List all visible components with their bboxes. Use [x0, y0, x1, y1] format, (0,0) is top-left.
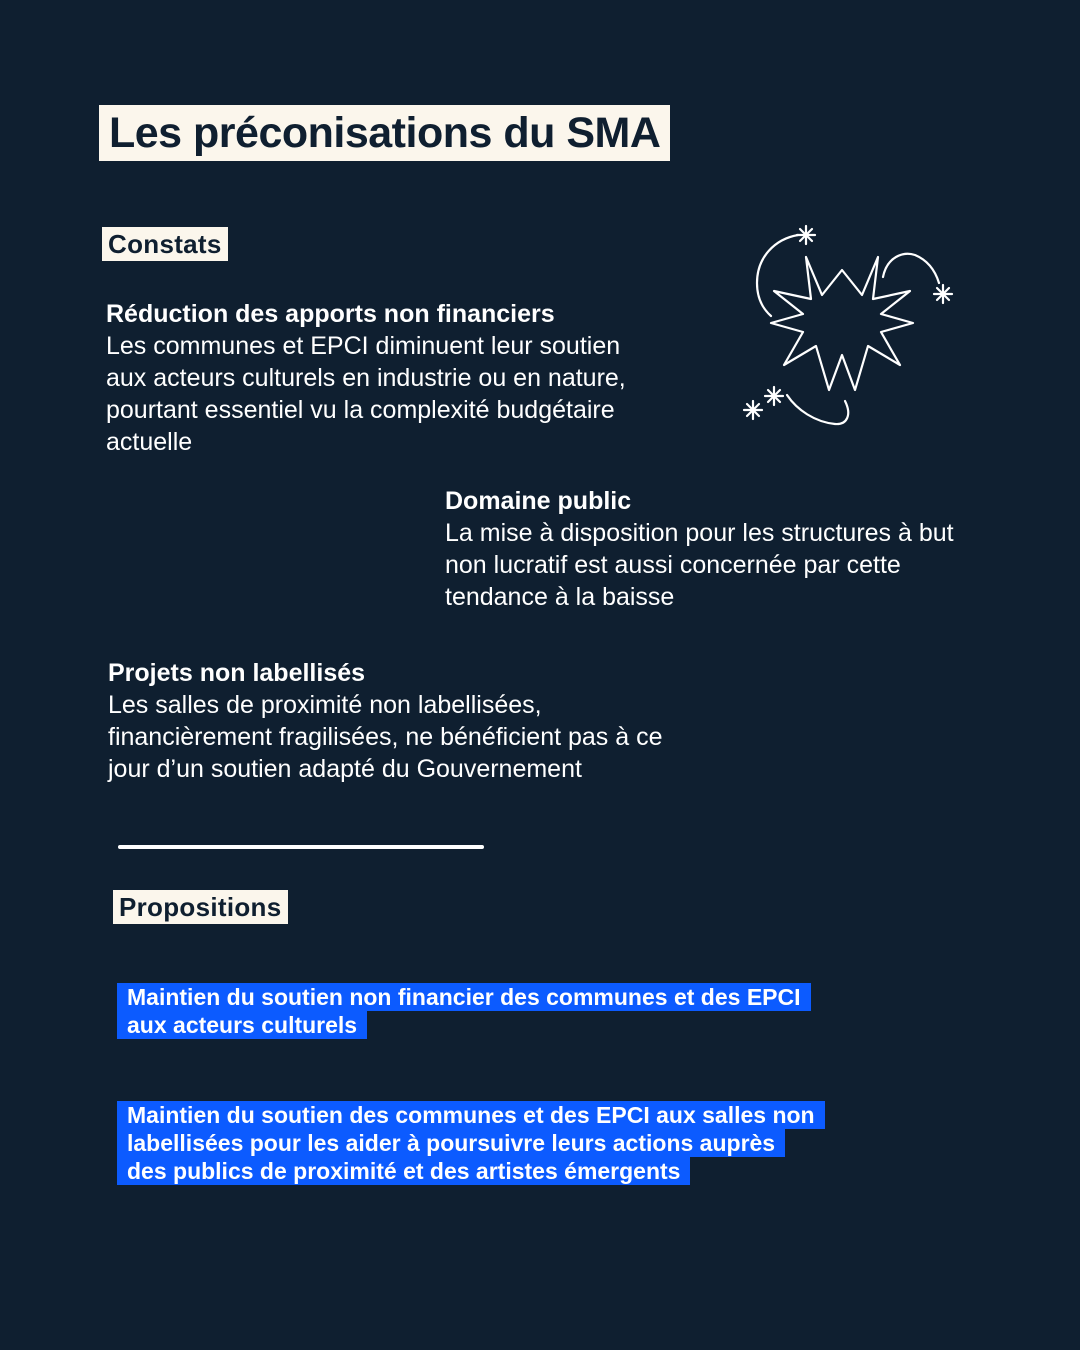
constat-line: tendance à la baisse	[445, 583, 675, 611]
constat-item	[106, 298, 706, 458]
proposition-line: labellisées pour les aider à poursuivre leurs actions auprès	[117, 1129, 785, 1157]
constat-line: pourtant essentiel vu la complexité budgétaire	[106, 396, 615, 424]
proposition-line: aux acteurs culturels	[117, 1011, 367, 1039]
constat-heading: Domaine public	[445, 487, 632, 515]
constat-line: jour d’un soutien adapté du Gouvernement	[108, 755, 582, 783]
page-title: Les préconisations du SMA	[99, 105, 670, 161]
constat-line: La mise à disposition pour les structures à but	[445, 519, 954, 547]
sparkle-icon	[744, 401, 762, 419]
proposition-item	[117, 983, 811, 1039]
orbit-arc-icon	[883, 254, 939, 283]
constat-item	[108, 657, 748, 785]
constat-line: Les communes et EPCI diminuent leur soutien	[106, 332, 621, 360]
constat-line: actuelle	[106, 428, 193, 456]
proposition-line: Maintien du soutien des communes et des EPCI aux salles non	[117, 1101, 825, 1129]
constat-line: Les salles de proximité non labellisées,	[108, 691, 542, 719]
constat-line: financièrement fragilisées, ne bénéficient pas à ce	[108, 723, 663, 751]
sparkle-icon	[797, 226, 815, 244]
proposition-line: Maintien du soutien non financier des communes et des EPCI	[117, 983, 811, 1011]
sparkle-icon	[934, 285, 952, 303]
star-icon	[771, 257, 913, 390]
orbit-arc-icon	[787, 395, 848, 424]
constat-heading: Réduction des apports non financiers	[106, 300, 555, 328]
proposition-line: des publics de proximité et des artistes émergents	[117, 1157, 690, 1185]
constats-label: Constats	[102, 227, 228, 261]
proposition-item	[117, 1101, 825, 1185]
sparkle-icon	[765, 387, 783, 405]
star-sparkles-icon	[735, 215, 965, 440]
propositions-label: Propositions	[113, 890, 288, 924]
constat-line: non lucratif est aussi concernée par cette	[445, 551, 901, 579]
section-divider	[118, 845, 484, 849]
constat-line: aux acteurs culturels en industrie ou en nature,	[106, 364, 626, 392]
constat-item	[445, 485, 1045, 613]
constat-heading: Projets non labellisés	[108, 659, 366, 687]
